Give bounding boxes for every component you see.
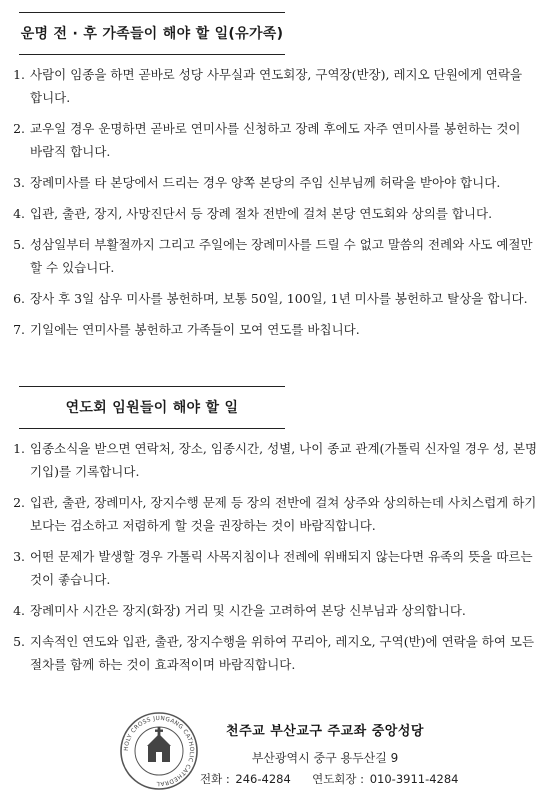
footer bbox=[0, 710, 557, 802]
item-text: 지속적인 연도와 입관, 출관, 장지수행을 위하여 꾸리아, 레지오, 구역(반)에 연락을 하여 모든 절차를 함께 하는 것이 효과적이며 바람직합니다. bbox=[30, 634, 535, 672]
list-item bbox=[0, 63, 557, 109]
list-item bbox=[0, 491, 557, 537]
section2-bottom-rule bbox=[19, 428, 285, 429]
item-text: 사람이 임종을 하면 곧바로 성당 사무실과 연도회장, 구역장(반장), 레지오 단원에게 연락을 합니다. bbox=[30, 67, 523, 105]
section1-bottom-rule bbox=[19, 54, 285, 55]
item-number: 4. bbox=[13, 206, 25, 221]
item-text: 입관, 출관, 장례미사, 장지수행 문제 등 장의 전반에 걸쳐 상주와 상의하는데 사치스럽게 하기 보다는 검소하고 저렴하게 할 것을 권장하는 것이 바람직합니다. bbox=[30, 495, 537, 533]
item-number: 6. bbox=[13, 291, 25, 306]
church-name: 천주교 부산교구 주교좌 중앙성당 bbox=[226, 724, 424, 739]
item-text: 장사 후 3일 삼우 미사를 봉헌하며, 보통 50일, 100일, 1년 미사를 봉헌하고 탈상을 합니다. bbox=[30, 291, 528, 306]
list-item bbox=[0, 287, 557, 310]
list-item bbox=[0, 545, 557, 591]
item-number: 2. bbox=[13, 495, 25, 510]
item-number: 4. bbox=[13, 603, 25, 618]
church-address: 부산광역시 중구 용두산길 9 bbox=[251, 751, 399, 765]
item-number: 5. bbox=[13, 634, 25, 649]
item-text: 기일에는 연미사를 봉헌하고 가족들이 모여 연도를 바칩니다. bbox=[30, 322, 360, 337]
section1-list bbox=[0, 63, 557, 349]
item-text: 입관, 출관, 장지, 사망진단서 등 장례 절차 전반에 걸쳐 본당 연도회와 상의를 합니다. bbox=[30, 206, 493, 221]
list-item bbox=[0, 318, 557, 341]
list-item bbox=[0, 233, 557, 279]
item-number: 3. bbox=[13, 175, 25, 190]
section2-title: 연도회 임원들이 해야 할 일 bbox=[65, 400, 239, 416]
section2-list bbox=[0, 437, 557, 684]
list-item bbox=[0, 437, 557, 483]
item-text: 장례미사 시간은 장지(화장) 거리 및 시간을 고려하여 본당 신부님과 상의합니다. bbox=[30, 603, 466, 618]
phone-label: 전화 : bbox=[200, 772, 230, 786]
item-number: 5. bbox=[13, 237, 25, 252]
list-item bbox=[0, 117, 557, 163]
item-number: 7. bbox=[13, 322, 25, 337]
item-text: 성삼일부터 부활절까지 그리고 주일에는 장례미사를 드릴 수 없고 말씀의 전례와 사도 예절만 할 수 있습니다. bbox=[30, 237, 533, 275]
item-text: 교우일 경우 운명하면 곧바로 연미사를 신청하고 장례 후에도 자주 연미사를 봉헌하는 것이 바람직 합니다. bbox=[30, 121, 521, 159]
item-number: 3. bbox=[13, 549, 25, 564]
phone-number: 246-4284 bbox=[235, 772, 291, 786]
section1-title: 운명 전 · 후 가족들이 해야 할 일(유가족) bbox=[20, 26, 284, 42]
cathedral-seal-logo bbox=[118, 710, 200, 792]
contact-line bbox=[200, 771, 459, 787]
item-text: 어떤 문제가 발생할 경우 가톨릭 사목지침이나 전례에 위배되지 않는다면 유족의 뜻을 따르는 것이 좋습니다. bbox=[30, 549, 533, 587]
list-item bbox=[0, 171, 557, 194]
list-item bbox=[0, 630, 557, 676]
president-phone: 010-3911-4284 bbox=[369, 772, 459, 786]
list-item bbox=[0, 599, 557, 622]
item-text: 임종소식을 받으면 연락처, 장소, 임종시간, 성별, 나이 종교 관계(가톨릭 신자일 경우 성, 본명 기입)를 기록합니다. bbox=[30, 441, 538, 479]
list-item bbox=[0, 202, 557, 225]
item-number: 1. bbox=[13, 441, 25, 456]
item-number: 1. bbox=[13, 67, 25, 82]
president-label: 연도회장 : bbox=[312, 772, 365, 786]
item-number: 2. bbox=[13, 121, 25, 136]
svg-text:HOLY CROSS JUNGANG CATHOLIC CA: HOLY CROSS JUNGANG CATHOLIC CATHEDRAL bbox=[123, 715, 195, 787]
item-text: 장례미사를 타 본당에서 드리는 경우 양쪽 본당의 주임 신부님께 허락을 받아야 합니다. bbox=[30, 175, 501, 190]
